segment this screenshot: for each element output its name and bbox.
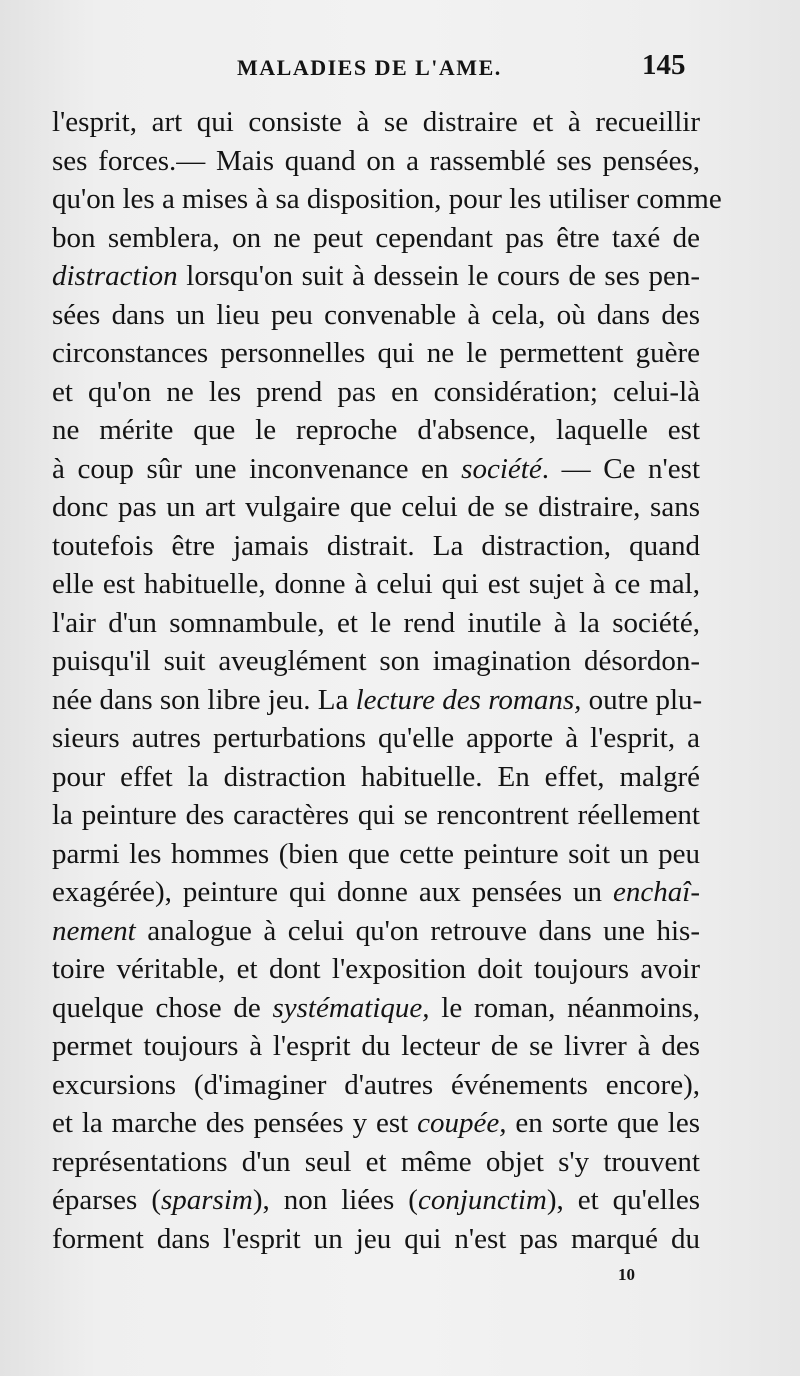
text-line: la peinture des caractères qui se rencontrent réellement xyxy=(52,799,700,831)
text-segment: ), et qu'elles xyxy=(546,1184,700,1216)
italic-term: lecture des romans, xyxy=(355,683,582,716)
italic-term: enchaî- xyxy=(613,876,700,908)
text-line: et qu'on ne les prend pas en considération; celui-là xyxy=(52,375,700,408)
text-line: pour effet la distraction habituelle. En effet, malgré xyxy=(52,760,700,793)
text-line: donc pas un art vulgaire que celui de se distraire, sans xyxy=(52,491,700,523)
text-line: sieurs autres perturbations qu'elle apporte à l'esprit, a xyxy=(52,722,700,754)
text-segment: outre plu- xyxy=(581,683,703,716)
text-segment: analogue à celui qu'on retrouve dans une his- xyxy=(135,914,700,947)
running-title: MALADIES DE L'AME. xyxy=(237,55,502,80)
text-segment: ), non liées ( xyxy=(252,1184,418,1216)
text-line xyxy=(52,259,700,293)
text-segment: à coup sûr une inconvenance en xyxy=(52,452,462,485)
text-line: excursions (d'imaginer d'autres événements encore), xyxy=(52,1068,700,1101)
text-segment: . — Ce n'est xyxy=(541,452,700,485)
italic-term: nement xyxy=(52,914,136,947)
italic-term: sparsim xyxy=(160,1184,253,1216)
text-line: bon semblera, on ne peut cependant pas être taxé de xyxy=(52,221,700,254)
text-segment: éparses ( xyxy=(52,1184,161,1216)
text-segment: le roman, néanmoins, xyxy=(429,991,700,1024)
text-line xyxy=(52,452,700,486)
text-line xyxy=(52,1106,700,1140)
text-segment: exagérée), peinture qui donne aux pensées un xyxy=(52,876,614,908)
text-line: elle est habituelle, donne à celui qui est sujet à ce mal, xyxy=(52,568,700,600)
text-line xyxy=(52,1183,700,1217)
text-segment: en sorte que les xyxy=(506,1107,700,1139)
text-line xyxy=(52,875,700,909)
italic-term: société xyxy=(461,452,542,485)
text-line: parmi les hommes (bien que cette peinture soit un peu xyxy=(52,837,700,870)
text-line: ne mérite que le reproche d'absence, laquelle est xyxy=(52,414,700,446)
text-line: toire véritable, et dont l'exposition doit toujours avoir xyxy=(52,953,700,985)
text-line: forment dans l'esprit un jeu qui n'est pas marqué du xyxy=(52,1222,700,1255)
text-line: qu'on les a mises à sa disposition, pour les utiliser comme xyxy=(52,183,722,215)
text-line: toutefois être jamais distrait. La distraction, quand xyxy=(52,529,700,562)
text-line: ses forces.— Mais quand on a rassemblé ses pensées, xyxy=(52,144,700,177)
text-line xyxy=(52,991,700,1025)
text-line xyxy=(52,914,700,948)
signature-mark: 10 xyxy=(618,1265,635,1284)
text-line: l'esprit, art qui consiste à se distraire et à recueillir xyxy=(52,106,700,138)
text-line: circonstances personnelles qui ne le permettent guère xyxy=(52,337,700,369)
text-line xyxy=(52,683,703,717)
text-line: sées dans un lieu peu convenable à cela, où dans des xyxy=(52,298,700,331)
text-segment: et la marche des pensées y est xyxy=(52,1107,418,1139)
text-segment: née dans son libre jeu. La xyxy=(52,683,356,716)
italic-term: systématique, xyxy=(272,991,430,1024)
text-segment: lorsqu'on suit à dessein le cours de ses pen- xyxy=(177,260,700,292)
text-line: représentations d'un seul et même objet s'y trouvent xyxy=(52,1145,700,1178)
italic-term: conjunctim xyxy=(417,1184,547,1216)
page-number: 145 xyxy=(642,49,686,81)
text-segment: quelque chose de xyxy=(52,991,273,1024)
text-line: l'air d'un somnambule, et le rend inutile à la société, xyxy=(52,606,700,639)
italic-term: distraction xyxy=(52,260,178,292)
text-line: puisqu'il suit aveuglément son imagination désordon- xyxy=(52,645,700,677)
text-line: permet toujours à l'esprit du lecteur de se livrer à des xyxy=(52,1030,700,1062)
italic-term: coupée, xyxy=(417,1107,507,1139)
